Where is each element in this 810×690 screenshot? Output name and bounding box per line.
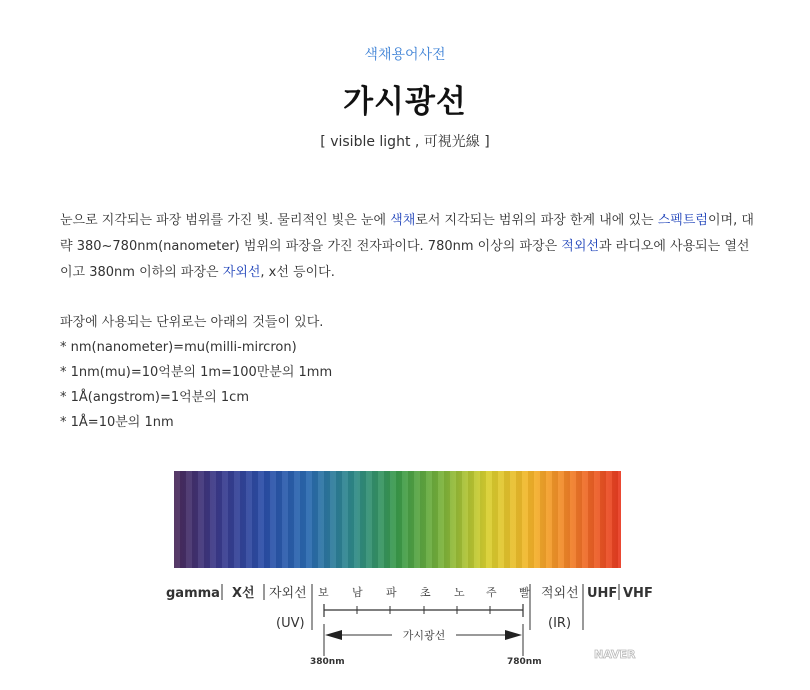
color-orange: 주: [486, 586, 497, 599]
unit-item: * 1Å(angstrom)=1억분의 1cm: [60, 390, 249, 405]
units-intro: 파장에 사용되는 단위로는 아래의 것들이 있다.: [60, 315, 324, 330]
label-xray: X선: [232, 586, 255, 601]
color-green: 초: [420, 586, 431, 599]
link-spectrum[interactable]: 스펙트럼: [657, 213, 708, 228]
color-violet: 보: [318, 586, 329, 599]
definition-text-3: 이며, 대략 380~780nm(nanometer) 범위의 파장을 가진 전자파이다. 780nm 이상의 파장은: [60, 213, 754, 254]
definition-text-4: 과 라디오에 사용되는 열선이고 380nm 이하의 파장은: [60, 239, 750, 280]
label-vhf: VHF: [623, 586, 653, 601]
naver-watermark: NAVER: [594, 648, 636, 661]
spectrum-figure: [160, 468, 660, 678]
units-list: [60, 310, 760, 435]
label-ir-sub: (IR): [548, 616, 572, 631]
label-ir: 적외선: [541, 586, 579, 601]
definition-text-1: 눈으로 지각되는 파장 범위를 가진 빛. 물리적인 빛은 눈에: [60, 213, 391, 228]
link-ultraviolet[interactable]: 자외선: [222, 265, 261, 280]
category-link[interactable]: 색채용어사전: [364, 47, 446, 63]
color-yellow: 노: [454, 586, 465, 599]
page-subtitle: [ visible light , 可視光線 ]: [320, 134, 490, 150]
color-blue: 파: [386, 586, 397, 599]
spectrum-diagram: [160, 468, 660, 678]
color-indigo: 남: [352, 586, 363, 599]
label-uhf: UHF: [587, 586, 618, 601]
end-nm-label: 780nm: [507, 657, 542, 667]
arrowhead-left-icon: [325, 630, 342, 640]
unit-item: * 1Å=10분의 1nm: [60, 415, 174, 430]
start-nm-label: 380nm: [310, 657, 345, 667]
color-red: 빨: [519, 586, 530, 599]
definition-text-5: , x선 등이다.: [260, 265, 335, 280]
arrowhead-right-icon: [505, 630, 522, 640]
unit-item: * nm(nanometer)=mu(milli-mircron): [60, 340, 297, 355]
link-color[interactable]: 색채: [390, 213, 416, 228]
unit-item: * 1nm(mu)=10억분의 1m=100만분의 1mm: [60, 365, 333, 380]
visible-range-label: 가시광선: [402, 629, 446, 642]
label-gamma: gamma: [166, 586, 220, 601]
label-uv: 자외선: [269, 586, 307, 601]
definition-text-2: 로서 지각되는 범위의 파장 한계 내에 있는: [415, 213, 658, 228]
definition-paragraph: [60, 208, 760, 286]
page-title: 가시광선: [343, 84, 467, 120]
label-uv-sub: (UV): [276, 616, 305, 631]
link-infrared[interactable]: 적외선: [561, 239, 599, 254]
